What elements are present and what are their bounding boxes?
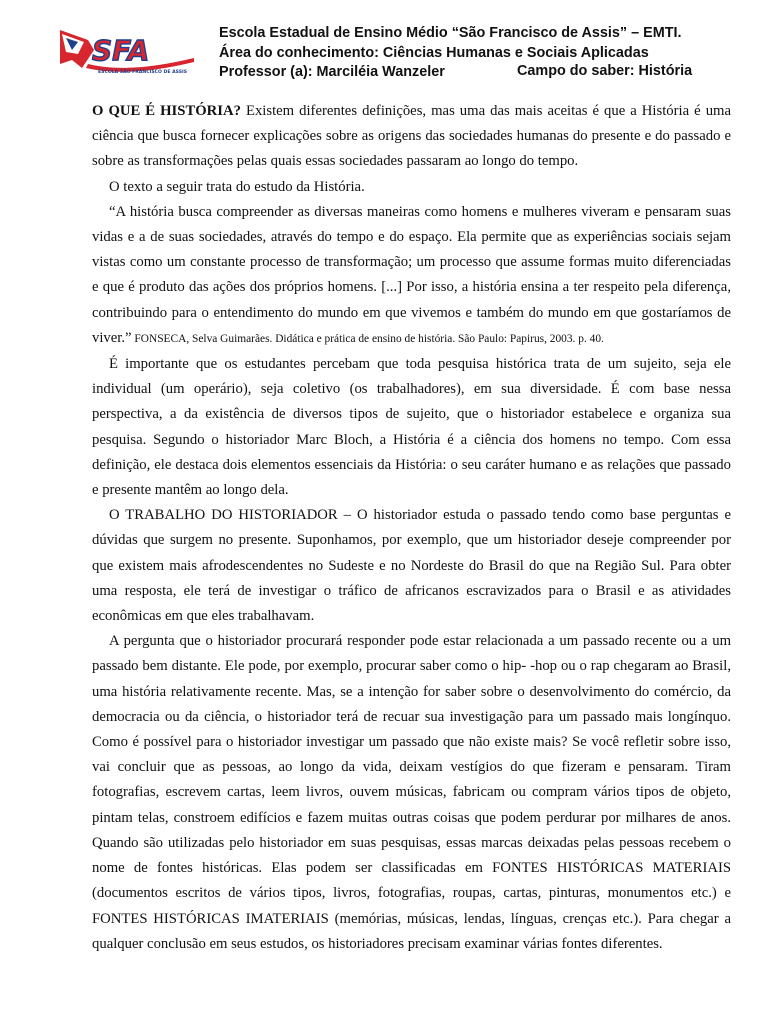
paragraph-fontes-historicas: A pergunta que o historiador procurará responder pode estar relacionada a um passado recente ou a um passado bem distante. Ele pode, por exemplo, procurar saber como o hip- -hop ou o rap chegaram ao Brasil, uma história relativamente recente. Mas, se a intenção for saber sobre o desenvolvimento do comércio, da democracia ou da ciência, o historiador terá de recuar sua investigação para um passado mais longínquo. Como é possível para o historiador investigar um passado que não existe mais? Se você refletir sobre isso, vai concluir que as pessoas, ao longo da vida, deixam vestígios do que fizeram e pensaram. Tiram fotografias, escrevem cartas, leem livros, ouvem músicas, fabricam ou compram vários tipos de objeto, pintam telas, constroem edifícios e fazem muitas outras coisas que podem perdurar por milhares de anos. Quando são utilizadas pelo historiador em suas pesquisas, essas marcas deixadas pelas pessoas recebem o nome de fontes históricas. Elas podem ser classificadas em FONTES HISTÓRICAS MATERIAIS (documentos escritos de vários tipos, livros, fotografias, roupas, cartas, pinturas, monumentos etc.) e FONTES HISTÓRICAS IMATERIAIS (memórias, músicas, lendas, línguas, crenças etc.). Para chegar a qualquer conclusão em seus estudos, os historiadores precisam examinar várias fontes diferentes. [92, 633, 731, 952]
school-name: Escola Estadual de Ensino Médio “São Francisco de Assis” – EMTI. [219, 25, 682, 41]
svg-text:ESCOLA SÃO FRANCISCO DE ASSIS: ESCOLA SÃO FRANCISCO DE ASSIS [98, 70, 188, 75]
paragraph-quote [92, 200, 731, 352]
section-title-o-que-e-historia: O QUE É HISTÓRIA? [92, 103, 241, 119]
paragraph-text-intro: O texto a seguir trata do estudo da História. [109, 178, 365, 195]
paragraph-trabalho-historiador: O TRABALHO DO HISTORIADOR – O historiador estuda o passado tendo como base perguntas e dúvidas que surgem no presente. Suponhamos, por exemplo, que um historiador deseje compreender por que existem mais afrodescendentes no Sudeste e no Nordeste do Brasil do que na Região Sul. Para obter uma resposta, ele terá de investigar o tráfico de africanos escravizados para o Brasil e as atividades econômicas em que eles trabalhavam. [92, 507, 731, 625]
school-logo [58, 24, 196, 76]
knowledge-area: Área do conhecimento: Ciências Humanas e Sociais Aplicadas [219, 44, 649, 61]
quote-citation: FONSECA, Selva Guimarães. Didática e prática de ensino de história. São Paulo: Papirus, 2003. p. 40. [131, 332, 604, 345]
paragraph-sujeito: É importante que os estudantes percebam que toda pesquisa histórica trata de um sujeito, seja ele individual (um operário), seja coletivo (os trabalhadores), em sua diversidade. É com base nessa perspectiva, a da existência de diversos tipos de sujeito, que o historiador estabelece e organiza sua pesquisa. Segundo o historiador Marc Bloch, a História é a ciência dos homens no tempo. Com essa definição, ele destaca dois elementos essenciais da História: o seu caráter humano e as relações que passado e presente mantêm ao longo dela. [92, 356, 731, 499]
quote-text: “A história busca compreender as diversas maneiras como homens e mulheres viveram e pensaram suas vidas e a de suas sociedades, através do tempo e do espaço. Ela permite que as experiências sociais sejam vistas como um constante processo de transformação; um processo que assume formas muito diferenciadas e que é produto das ações dos próprios homens. [...] Por isso, a história ensina a ter respeito pela diferença, contribuindo para o entendimento do mundo em que vivemos e também do mundo em que gostaríamos de viver.” [92, 203, 731, 346]
teacher-name: Professor (a): Marciléia Wanzeler [219, 64, 445, 80]
document-header [0, 0, 768, 95]
svg-text:SFA: SFA [92, 34, 150, 67]
document-body [92, 99, 731, 957]
subject-field: Campo do saber: História [517, 63, 693, 79]
paragraph-intro [92, 99, 731, 175]
paragraph-intro-text: Existem diferentes definições, mas uma das mais aceitas é que a História é uma ciência que busca fornecer explicações sobre as origens das sociedades humanas do presente e do passado e sobre as transformações pelas quais essas sociedades passaram ao longo do tempo. [92, 103, 731, 170]
